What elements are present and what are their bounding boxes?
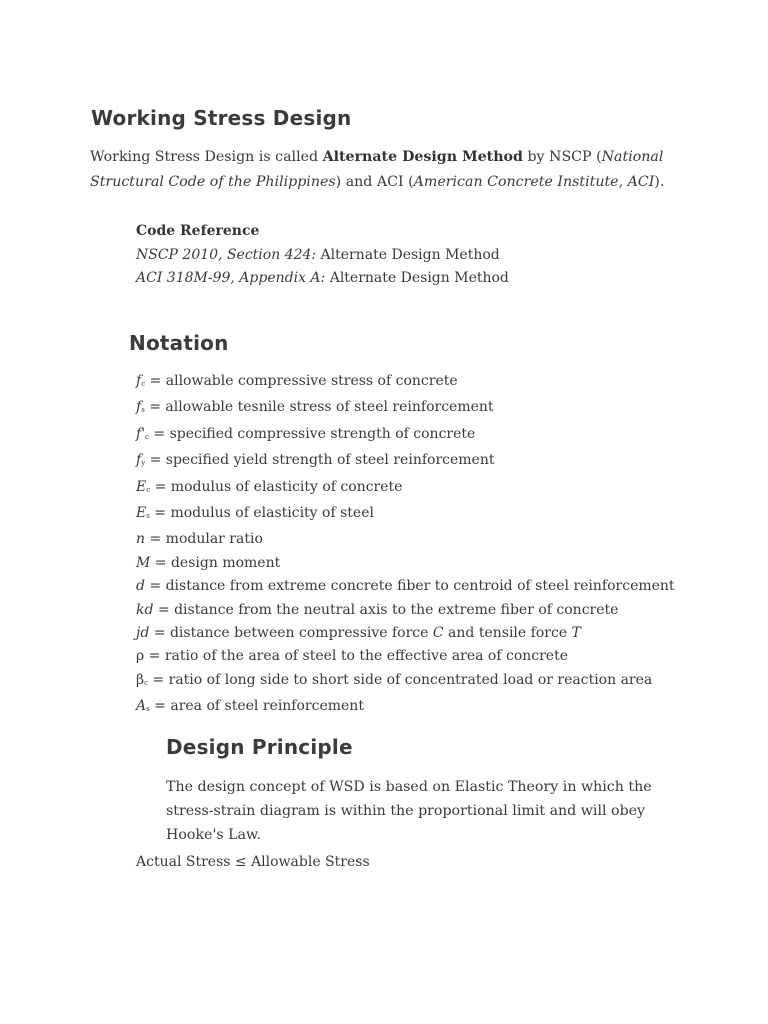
notation-item [136,370,736,396]
intro-paragraph [90,145,670,194]
stress-formula: Actual Stress ≤ Allowable Stress [136,854,370,870]
symbol-subscript: s [141,406,145,415]
notation-item [136,622,736,645]
symbol-subscript: c [145,432,149,441]
notation-symbol [136,698,150,714]
notation-definition: = distance from the neutral axis to the extreme fiber of concrete [153,601,619,618]
notation-definition: = specified compressive strength of concrete [148,425,476,442]
symbol-base: f [136,373,142,389]
notation-definition: = ratio of the area of steel to the effective area of concrete [144,648,569,665]
code-reference-item [136,267,696,291]
notation-symbol [136,555,150,571]
symbol-base: f [136,452,142,469]
intro-nscp-name: National Structural Code of the Philippines [90,149,664,190]
notation-item [136,599,736,622]
code-reference-item [136,244,696,268]
notation-definition: = modulus of elasticity of steel [149,505,374,522]
symbol-subscript: c [144,678,149,687]
notation-item [136,669,736,695]
notation-item [136,528,736,551]
symbol-base: n [136,531,146,548]
notation-definition: = modulus of elasticity of concrete [150,478,403,495]
symbol-base: f [136,399,142,416]
notation-symbol [136,648,144,664]
symbol-base: E [136,505,147,522]
notation-symbol [136,373,145,389]
design-principle-heading: Design Principle [166,735,353,759]
symbol-base: kd [136,601,154,618]
symbol-base: f [136,425,142,442]
intro-bold-term: Alternate Design Method [322,149,523,165]
page-title: Working Stress Design [91,106,352,130]
notation-symbol [136,625,149,641]
notation-symbol [136,426,149,442]
intro-text-3: ) and ACI ( [335,173,414,190]
notation-symbol [136,602,153,618]
intro-text-2: by NSCP ( [522,149,602,165]
symbol-subscript: c [146,485,151,494]
symbol-base: jd [136,625,150,642]
notation-definition: = allowable compressive stress of concrete [145,373,458,389]
intro-aci-name: American Concrete Institute, ACI [413,173,655,190]
symbol-subscript: c [141,380,146,388]
notation-symbol [136,479,150,495]
notation-symbol [136,578,145,594]
notation-definition: = specified yield strength of steel reinforcement [145,452,495,469]
code-reference-desc: Alternate Design Method [325,270,509,286]
notation-definition: = design moment [150,554,281,571]
notation-definition: = distance between compressive force [149,625,433,642]
code-reference-desc: Alternate Design Method [316,246,500,263]
intro-text-1: Working Stress Design is called [90,149,323,165]
symbol-base: A [136,698,147,715]
notation-definition: = distance from extreme concrete fiber to centroid of steel reinforcement [144,578,675,595]
notation-item [136,502,736,528]
notation-definition: = modular ratio [145,531,263,548]
code-reference-title: Code Reference [136,223,260,239]
symbol-base: d [136,578,145,595]
notation-definition-mid: and tensile force [443,625,572,642]
notation-item [136,645,736,668]
code-reference-ref: NSCP 2010, Section 424: [136,246,317,263]
design-principle-text: The design concept of WSD is based on Elastic Theory in which the stress-strain diagram is within the proportional limit and will obey Hooke's Law. [166,779,652,843]
notation-heading: Notation [129,331,229,355]
notation-symbol [136,531,145,547]
symbol-subscript: s [146,705,150,714]
notation-item [136,396,736,422]
notation-symbol [136,399,145,415]
notation-item [136,449,736,475]
symbol-prime: ' [141,425,146,442]
symbol-subscript: s [146,512,150,521]
symbol-base: E [136,478,147,495]
notation-definition: = ratio of long side to short side of concentrated load or reaction area [148,671,653,688]
symbol-base: β [136,671,145,688]
intro-text-4: ). [654,173,665,190]
notation-symbol [136,452,145,468]
symbol-base: ρ [136,648,145,665]
notation-definition: = allowable tesnile stress of steel reinforcement [144,399,494,416]
notation-symbol [136,505,150,521]
notation-item [136,695,736,721]
notation-item [136,552,736,575]
notation-item [136,423,736,449]
notation-definition: = area of steel reinforcement [149,698,364,715]
force-symbol-c: C [432,625,444,642]
notation-item [136,575,736,598]
notation-list [136,370,736,722]
symbol-subscript: y [141,459,146,468]
notation-item [136,476,736,502]
code-reference-block [136,220,696,291]
force-symbol-t: T [571,625,581,642]
symbol-base: M [136,554,151,571]
notation-symbol [136,672,148,688]
code-reference-ref: ACI 318M-99, Appendix A: [136,270,326,286]
